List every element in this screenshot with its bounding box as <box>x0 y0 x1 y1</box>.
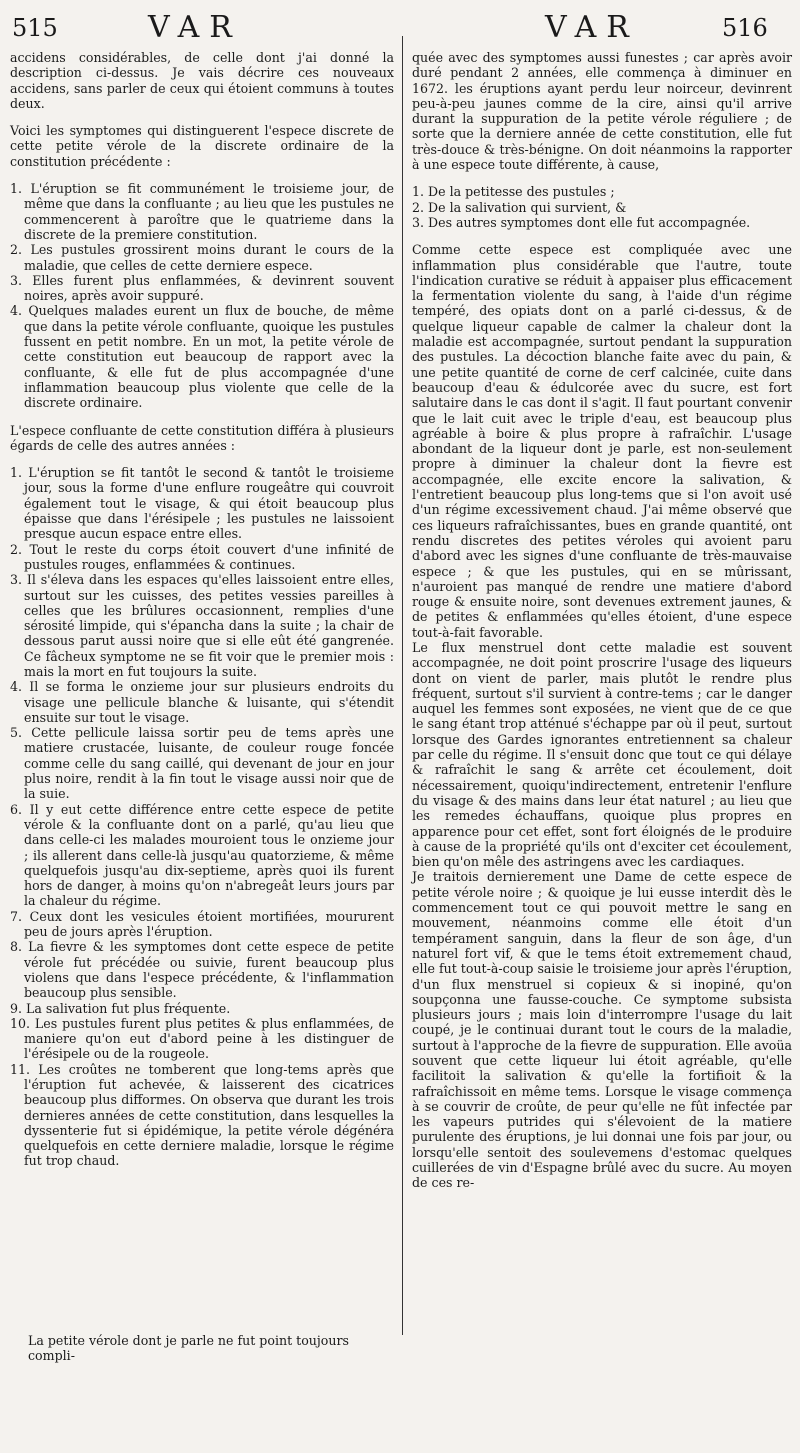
list-item: 6. Il y eut cette différence entre cette espece de petite vérole & la confluante dont on a parlé, qu'au lieu que dans celle-ci les malades mouroient tous le onzieme jour ; ils allerent dans celle-là jusqu'au quatorzieme, & même quelquefois jusqu'au dix-septieme, après quoi ils furent hors de danger, à moins qu'on n'abregeât leurs jours par la chaleur du régime. <box>10 801 394 909</box>
list-item: 3. Des autres symptomes dont elle fut accompagnée. <box>412 214 751 230</box>
paragraph: Je traitois dernierement une Dame de cette espece de petite vérole noire ; & quoique je lui eusse interdit dès le commencement tout ce qui pouvoit mettre le sang en mouvement, néanmoins comme elle étoit d'un tempérament sanguin, dans la fleur de son âge, d'un naturel fort vif, & que le tems étoit extremement chaud, elle fut tout-à-coup saisie le troisieme jour après l'éruption, d'un flux menstruel si copieux & si inopiné, qu'on soupçonna une fausse-couche. Ce symptome subsista plusieurs jours ; mais loin d'interrompre l'usage du lait coupé, je le continuai durant tout le cours de la maladie, surtout à l'approche de la fievre de suppuration. Elle avoüa souvent que cette liqueur lui étoit agréable, qu'elle facilitoit la salivation & qu'elle la fortifioit & la rafraîchissoit en même tems. Lorsque le visage commença à se couvrir de croûte, de peur qu'elle ne fût infectée par les vapeurs putrides qui s'élevoient de la matiere purulente des éruptions, je lui donnai une fois par jour, ou lorsqu'elle sentoit des soulevemens d'estomac quelques cuillerées de vin d'Espagne brûlé avec du sucre. Au moyen de ces re- <box>412 869 792 1191</box>
paragraph: quée avec des symptomes aussi funestes ; car après avoir duré pendant 2 années, elle commença à diminuer en 1672. les éruptions ayant perdu leur noirceur, devinrent peu-à-peu jaunes comme de la cire, ainsi qu'il arrive durant la suppuration de la petite vérole réguliere ; de sorte que la derniere année de cette constitution, elle fut très-douce & très-bénigne. On doit néanmoins la rapporter à une espece toute différente, à cause, <box>412 50 792 173</box>
paragraph: Comme cette espece est compliquée avec une inflammation plus considérable que l'autre, toute l'indication curative se réduit à appaiser plus efficacement la fermentation violente du sang, à l'aide d'un régime tempéré, des opiats dont on a parlé ci-dessus, & de quelque liqueur capable de calmer la chaleur dont la maladie est accompagnée, surtout pendant la suppuration des pustules. La décoction blanche faite avec du pain, & une petite quantité de corne de cerf calcinée, cuite dans beaucoup d'eau & édulcorée avec du sucre, est fort salutaire dans le cas dont il s'agit. Il faut pourtant convenir que le lait cuit avec le triple d'eau, est beaucoup plus agréable à boire & plus propre à rafraîchir. L'usage abondant de la liqueur dont je parle, est non-seulement propre à diminuer la chaleur dont la fievre est accompagnée, elle excite encore la salivation, & l'entretient beaucoup plus long-tems que si l'on avoit usé d'un régime excessivement chaud. J'ai même observé que ces liqueurs rafraîchissantes, bues en grande quantité, ont rendu discretes des petites véroles qui avoient paru d'abord avec les signes d'une confluante de très-mauvaise espece ; & que les pustules, qui en se mûrissant, n'auroient pas manqué de rendre une matiere d'abord rouge & ensuite noire, sont devenues extrement jaunes, & de petites & enflammées qu'elles étoient, d'une espece tout-à-fait favorable. <box>412 242 792 640</box>
left-column-last-line: La petite vérole dont je parle ne fut point toujours compli- <box>28 1333 349 1364</box>
list-item: 2. Tout le reste du corps étoit couvert d'une infinité de pustules rouges, enflammées & continues. <box>10 541 394 572</box>
list-item: 7. Ceux dont les vesicules étoient mortifiées, moururent peu de jours après l'éruption. <box>10 908 394 940</box>
list-item: 2. De la salivation qui survient, & <box>412 199 627 215</box>
list-item: 1. De la petitesse des pustules ; <box>412 184 615 200</box>
list-item: 9. La salivation fut plus fréquente. <box>10 1000 231 1016</box>
column-divider <box>402 36 403 1335</box>
list-item: 1. L'éruption se fit tantôt le second & tantôt le troisieme jour, sous la forme d'une enflure rougeâtre qui couvroit également tout le visage, & qui étoit beaucoup plus épaisse que dans l'érésipele ; les pustules ne laissoient presque aucun espace entre elles. <box>10 465 394 542</box>
list-item: 5. Cette pellicule laissa sortir peu de tems après une matiere crustacée, luisante, de couleur rouge foncée comme celle du sang caillé, qui devenant de jour en jour plus noire, rendit à la fin tout le visage aussi noir que de la suie. <box>10 725 394 802</box>
paragraph: accidens considérables, de celle dont j'ai donné la description ci-dessus. Je vais décrire ces nouveaux accidens, sans parler de ceux qui étoient communs à toutes deux. <box>10 50 394 111</box>
paragraph: L'espece confluante de cette constitution différa à plusieurs égards de celle des autres années : <box>10 422 394 453</box>
running-head-right: VAR <box>545 10 639 45</box>
running-head-left: VAR <box>148 10 242 45</box>
page-number-left: 515 <box>12 14 58 42</box>
right-column <box>412 50 792 1191</box>
list-item: 1. L'éruption se fit communément le troisieme jour, de même que dans la confluante ; au lieu que les pustules ne commencerent à paroître que le quatrieme dans la discrete de la premiere constitution. <box>10 181 394 242</box>
list-item: 3. Elles furent plus enflammées, & devinrent souvent noires, après avoir suppuré. <box>10 272 394 304</box>
list-item: 11. Les croûtes ne tomberent que long-tems après que l'éruption fut achevée, & laisserent des cicatrices beaucoup plus difformes. On observa que durant les trois dernieres années de cette constitution, dans lesquelles la dyssenterie fut si épidémique, la petite vérole dégénéra quelquefois en cette derniere maladie, lorsque le régime fut trop chaud. <box>10 1061 394 1169</box>
list-item: 2. Les pustules grossirent moins durant le cours de la maladie, que celles de cette derniere espece. <box>10 242 394 273</box>
list-item: 10. Les pustules furent plus petites & plus enflammées, de maniere qu'on eut d'abord peine à les distinguer de l'érésipele ou de la rougeole. <box>10 1015 394 1062</box>
list-item: 3. Il s'éleva dans les espaces qu'elles laissoient entre elles, surtout sur les cuisses, des petites vessies pareilles à celles que les brûlures occasionnent, remplies d'une sérosité limpide, qui s'épancha dans la suite ; la chair de dessous parut aussi noire que si elle eût été gangrenée. Ce fâcheux symptome ne se fit voir que le premier mois : mais la mort en fut toujours la suite. <box>10 572 394 679</box>
paragraph: Voici les symptomes qui distinguerent l'espece discrete de cette petite vérole de la discrete ordinaire de la constitution précédente : <box>10 123 394 169</box>
paragraph: Le flux menstruel dont cette maladie est souvent accompagnée, ne doit point proscrire l'usage des liqueurs dont on vient de parler, mais plutôt le rendre plus fréquent, surtout s'il survient à contre-tems ; car le danger auquel les femmes sont exposées, ne vient que de ce que le sang étant trop atténué s'échappe par où il peut, surtout lorsque des Gardes ignorantes entretiennent sa chaleur par celle du régime. Il s'ensuit donc que tout ce qui délaye & rafraîchit le sang & arrête cet écoulement, doit nécessairement, quoiqu'indirectement, entretenir l'enflure du visage & des mains dans leur état naturel ; au lieu que les remedes échauffans, quoique plus propres en apparence pour cet effet, sont fort éloignés de le produire à cause de la propriété qu'ils ont d'exciter cet écoulement, bien qu'on mêle des astringens avec les cardiaques. <box>412 639 792 870</box>
page-number-right: 516 <box>722 14 768 42</box>
list-item: 4. Quelques malades eurent un flux de bouche, de même que dans la petite vérole confluante, quoique les pustules fussent en petit nombre. En un mot, la petite vérole de cette constitution eut beaucoup de rapport avec la confluante, & elle fut de plus accompagnée d'une inflammation beaucoup plus violente que celle de la discrete ordinaire. <box>10 303 394 411</box>
list-item: 8. La fievre & les symptomes dont cette espece de petite vérole fut précédée ou suivie, furent beaucoup plus violens que dans l'espece précédente, & l'inflammation beaucoup plus sensible. <box>10 939 394 1001</box>
list-item: 4. Il se forma le onzieme jour sur plusieurs endroits du visage une pellicule blanche & luisante, qui s'étendit ensuite sur tout le visage. <box>10 679 394 725</box>
left-column <box>10 50 394 1169</box>
